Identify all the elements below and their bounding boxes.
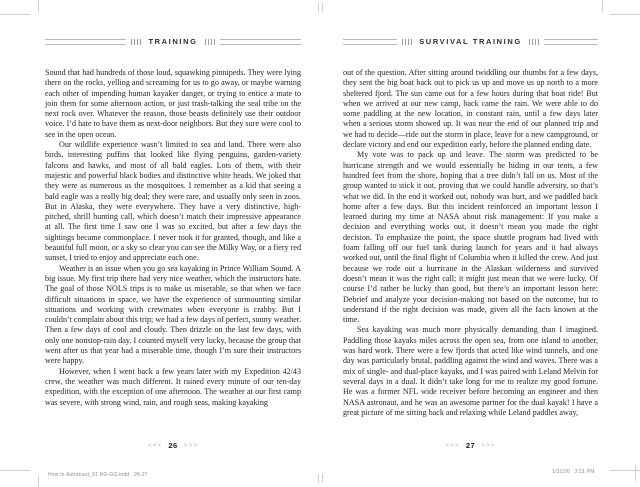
rule-left-icon bbox=[343, 39, 397, 45]
ticks-icon bbox=[402, 39, 412, 45]
right-header-title: SURVIVAL TRAINING bbox=[419, 37, 522, 46]
body-paragraph: Weather is an issue when you go sea kayaking in Prince William Sound. A big issue. My first trip there had very nice weather, which the instructors hate. The goal of those NOLS trips is to make us miserable, so that when we face difficult situations in space, we have the experience of surmounting similar situations and working with crewmates when everyone is crabby. But I couldn’t complain about this trip; we had a few days of perfect, sunny weather. Then a few days of cool and cloudy. Then drizzle on the last few days, with only one nonstop-rain day. I counted myself very lucky, because the group that went after us that year had a miserable time, though I’m sure their instructors were happy. bbox=[45, 263, 301, 366]
ticks-icon bbox=[131, 39, 141, 45]
body-paragraph: Our wildlife experience wasn’t limited to sea and land. There were also birds, interesting puffins that looked like flying penguins, garden-variety falcons and hawks, and most of all bald eagles. Lots of them, with their majestic and powerful black bodies and distinctive white heads. We joked that they were as numerous as the mosquitoes. I remember as a kid that seeing a bald eagle was a really big deal; they were rare, and usually only seen in zoos. But in Alaska, they were everywhere. They have a very distinctive, high-pitched, shrill hunting call, which doesn’t match their impressive appearance at all. The first time I saw one I was so excited, but after a few days the sightings became commonplace. I never took it for granted, though, and like a beautiful full moon, or a sky so clear you can see the Milky Way, or a fiery red sunset, I tried to enjoy and appreciate each one. bbox=[45, 140, 301, 263]
left-header-title: TRAINING bbox=[148, 37, 198, 46]
rule-right-icon bbox=[544, 39, 598, 45]
crop-mark-top-right-v bbox=[602, 0, 603, 12]
print-timestamp: 1/31/20 2:11 PM bbox=[552, 469, 595, 475]
right-running-head bbox=[343, 37, 598, 46]
left-page bbox=[45, 0, 301, 487]
left-page-footer bbox=[45, 441, 301, 450]
crop-mark-top-left-v bbox=[38, 0, 39, 12]
body-paragraph: My vote was to pack up and leave. The storm was predicted to be hurricane strength and we would essentially be hiding in our tents, a few hundred feet from the shore, hoping that a tree didn’t fall on us. Most of the group wanted to stick it out, proving that we could handle adversity, so that’s what we did. In the end it worked out, nobody was hurt, and we paddled back home after a few days. But this incident reinforced an important lesson I learned during my time at NASA about risk management: If you make a decision and everything works out, it doesn’t mean you made the right decision. To emphasize the point, the space shuttle program had lived with foam falling off our fuel tank during launch for years and it had always worked out, until the final flight of Columbia when it killed the crew. And just because we rode out a hurricane in the Alaskan wilderness and survived doesn’t mean it was the right call; it might just mean that we were lucky. Of course I’d rather be lucky than good, but there’s an important lesson here: Debrief and analyze your decision-making not based on the outcome, but to understand if the right decision was made, given all the facts known at the time. bbox=[343, 150, 598, 325]
chevrons-left-icon: <<< bbox=[147, 442, 163, 449]
ticks-icon bbox=[529, 39, 539, 45]
body-paragraph: out of the question. After sitting around twiddling our thumbs for a few days, they sent the big boat back out to pick us up and move us up north to a more sheltered fjord. The sun came out for a few hours during that boat ride! But when we arrived at our new camp, back came the rain. We were able to do some paddling at the new location, in constant rain, until a few days later when a serious storm showed up. It was near the end of our planned trip and we had to decide—ride out the storm in place, leave for a new campground, or declare victory and end our expedition early, before the planned ending date. bbox=[343, 68, 598, 150]
right-page-number: 27 bbox=[465, 441, 476, 450]
fold-mark-bottom bbox=[318, 474, 319, 483]
crop-mark-bottom-left-v bbox=[38, 476, 39, 487]
ticks-icon bbox=[205, 39, 215, 45]
body-paragraph: However, when I went back a few years later with my Expedition 42/43 crew, the weather was much different. It rained every minute of our ten-day expedition, with the exception of one afternoon. The weather at our first camp was severe, with strong wind, rain, and rough seas, making kayaking bbox=[45, 366, 301, 407]
right-page bbox=[343, 0, 598, 487]
crop-mark-top-left bbox=[0, 14, 30, 15]
body-paragraph: Sea kayaking was much more physically demanding than I imagined. Paddling those kayaks miles across the open sea, from one island to another, was hard work. There were a few fjords that acted like wind tunnels, and one day was particularly brutal, paddling against the wind and waves. There was a mix of single- and dual-place kayaks, and I was paired with Leland Melvin for several days in a dual. It didn’t take long for me to realize my good fortune. He was a former NFL wide receiver before becoming an engineer and then NASA astronaut, and he was an awesome partner for the dual kayak! I have a great picture of me sitting back and relaxing while Leland paddles away, bbox=[343, 325, 598, 417]
chevrons-right-icon: >>> bbox=[481, 442, 496, 449]
right-page-footer bbox=[343, 441, 598, 450]
left-page-number: 26 bbox=[168, 441, 178, 450]
chevrons-left-icon: <<< bbox=[445, 442, 460, 449]
body-paragraph: Sound that had hundreds of those loud, squawking pinnipeds. They were lying there on the rocks, yelling and screaming for us to go away, or maybe warning each other of impending human kayaker danger, or trying to entice a mate to join them for some afternoon action, or just trash-talking the seal tribe on the next rock over. Whatever the reason, those beasts definitely use their outdoor voice. I’d hate to have them as next-door neighbors. But they sure were cool to see in the open ocean. bbox=[45, 68, 301, 139]
print-slug: How to Astronaut_01 BG-GG.indd 26-27 bbox=[48, 472, 148, 478]
crop-mark-bottom-right-v bbox=[635, 465, 636, 481]
fold-mark-top bbox=[318, 3, 319, 12]
left-running-head bbox=[45, 37, 301, 46]
rule-right-icon bbox=[220, 39, 301, 45]
fold-mark-top-2 bbox=[322, 3, 323, 12]
crop-mark-top-right bbox=[610, 14, 640, 15]
right-body-text bbox=[343, 68, 598, 418]
crop-mark-bottom-left bbox=[0, 470, 30, 471]
left-body-text bbox=[45, 68, 301, 408]
chevrons-right-icon: >>> bbox=[183, 442, 199, 449]
fold-mark-bottom-2 bbox=[322, 474, 323, 483]
rule-left-icon bbox=[45, 39, 126, 45]
